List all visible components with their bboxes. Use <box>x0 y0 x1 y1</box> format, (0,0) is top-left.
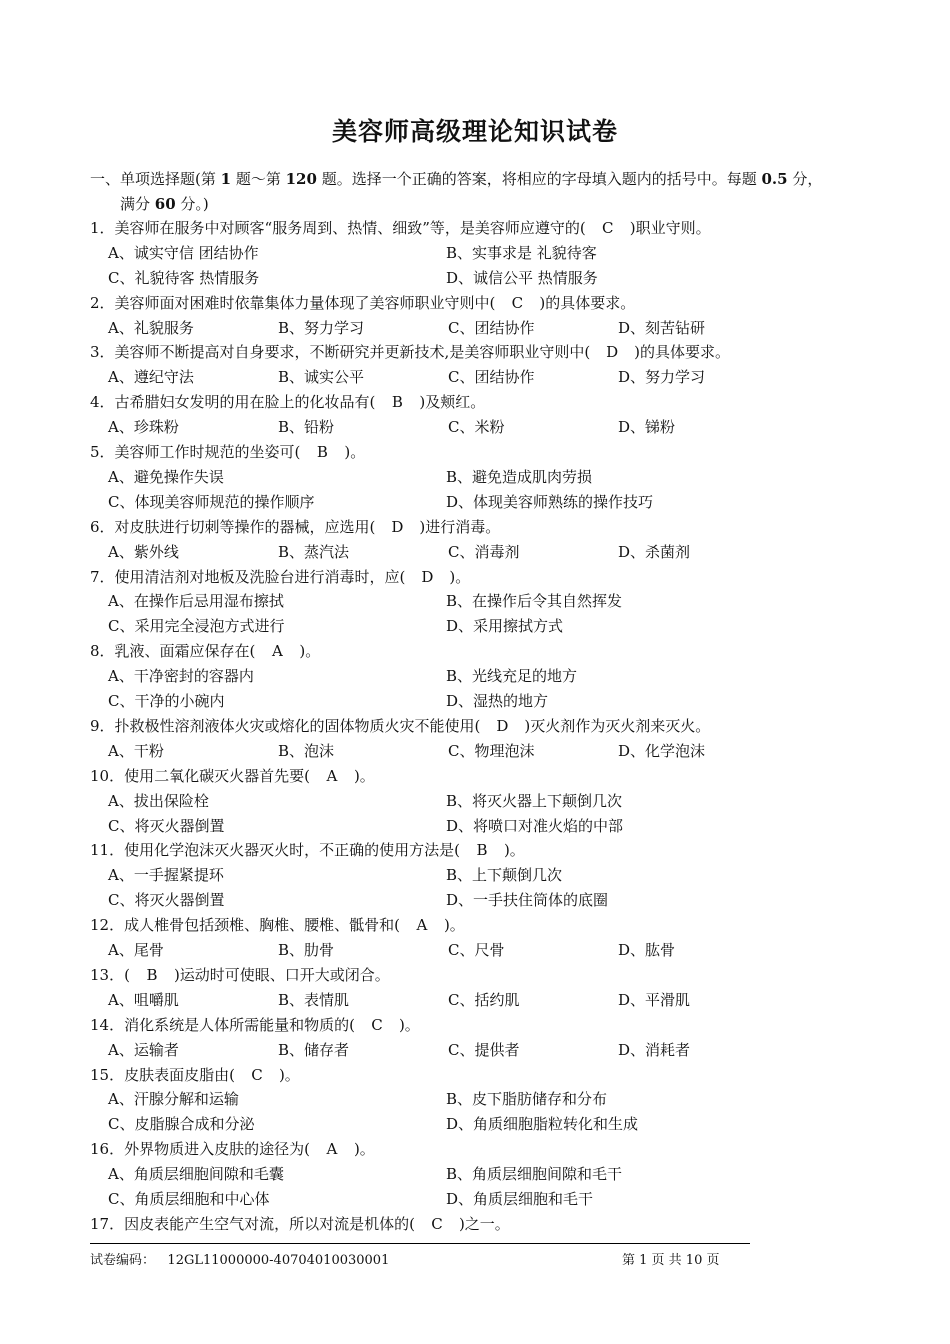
question-stem: 16．外界物质进入皮肤的途径为( A )。 <box>90 1137 870 1162</box>
question-stem: 11．使用化学泡沫灭火器灭火时，不正确的使用方法是( B )。 <box>90 838 870 863</box>
option-row <box>90 739 870 764</box>
option-row <box>90 789 870 814</box>
option-text: A、汗腺分解和运输 <box>108 1090 239 1109</box>
option-text: D、一手扶住筒体的底圈 <box>446 891 609 910</box>
option-row <box>90 1087 870 1112</box>
option-text: B、光线充足的地方 <box>446 667 578 686</box>
question-stem: 10．使用二氧化碳灭火器首先要( A )。 <box>90 764 870 789</box>
page-number: 第 1 页 共 10 页 <box>622 1253 720 1268</box>
option-text: D、将喷口对准火焰的中部 <box>446 816 624 835</box>
option-row <box>90 540 870 565</box>
option-text: D、化学泡沫 <box>618 741 706 760</box>
option-text: A、一手握紧提环 <box>108 866 224 885</box>
option-text: D、刻苦钻研 <box>618 318 706 337</box>
option-row <box>90 589 870 614</box>
option-text: C、干净的小碗内 <box>108 692 225 711</box>
option-text: B、泡沫 <box>278 741 335 760</box>
option-row <box>90 241 870 266</box>
option-text: D、诚信公平 热情服务 <box>446 268 598 287</box>
question-stem: 7．使用清洁剂对地板及洗脸台进行消毒时，应( D )。 <box>90 565 870 590</box>
option-row <box>90 938 870 963</box>
option-text: B、铅粉 <box>278 418 335 437</box>
option-row <box>90 365 870 390</box>
option-text: A、干粉 <box>108 741 164 760</box>
instructions-line-2: 满分 60 分。) <box>120 195 209 213</box>
option-text: B、皮下脂肪储存和分布 <box>446 1090 608 1109</box>
option-text: B、表情肌 <box>278 990 350 1009</box>
question-list <box>90 216 870 1237</box>
answer-blank: B <box>391 393 403 412</box>
option-row <box>90 465 870 490</box>
question-stem: 4．古希腊妇女发明的用在脸上的化妆品有( B )及颊红。 <box>90 390 870 415</box>
option-row <box>90 888 870 913</box>
option-row <box>90 1162 870 1187</box>
option-text: A、尾骨 <box>108 941 164 960</box>
option-row <box>90 988 870 1013</box>
option-text: B、诚实公平 <box>278 368 365 387</box>
option-text: A、珍珠粉 <box>108 418 179 437</box>
option-text: B、蒸汽法 <box>278 542 350 561</box>
option-row <box>90 266 870 291</box>
question-stem: 3．美容师不断提高对自身要求，不断研究并更新技术,是美容师职业守则中( D )的具体要求。 <box>90 340 870 365</box>
option-row <box>90 415 870 440</box>
option-text: B、将灭火器上下颠倒几次 <box>446 791 623 810</box>
option-text: B、角质层细胞间隙和毛干 <box>446 1165 623 1184</box>
option-row <box>90 1038 870 1063</box>
option-row <box>90 316 870 341</box>
question-stem: 12．成人椎骨包括颈椎、胸椎、腰椎、骶骨和( A )。 <box>90 913 870 938</box>
option-text: A、诚实守信 团结协作 <box>108 243 259 262</box>
answer-blank: C <box>251 1065 263 1084</box>
option-text: D、湿热的地方 <box>446 692 549 711</box>
instructions-line-1: 一、单项选择题(第 1 题～第 120 题。选择一个正确的答案，将相应的字母填入题内的括号中。每题 0.5 分， <box>90 170 823 188</box>
option-text: D、杀菌剂 <box>618 542 691 561</box>
option-text: C、礼貌待客 热情服务 <box>108 268 260 287</box>
option-row <box>90 614 870 639</box>
option-text: A、拔出保险栓 <box>108 791 209 810</box>
option-row <box>90 814 870 839</box>
option-text: A、紫外线 <box>108 542 179 561</box>
answer-blank: D <box>496 716 509 735</box>
option-text: D、肱骨 <box>618 941 676 960</box>
option-text: A、角质层细胞间隙和毛囊 <box>108 1165 284 1184</box>
question-stem: 17．因皮表能产生空气对流，所以对流是机体的( C )之一。 <box>90 1212 870 1237</box>
option-text: C、米粉 <box>448 418 505 437</box>
option-text: C、将灭火器倒置 <box>108 891 225 910</box>
option-text: B、上下颠倒几次 <box>446 866 563 885</box>
option-text: C、将灭火器倒置 <box>108 816 225 835</box>
option-text: D、体现美容师熟练的操作技巧 <box>446 492 654 511</box>
answer-blank: C <box>371 1015 383 1034</box>
answer-blank: A <box>271 642 283 661</box>
option-text: A、运输者 <box>108 1040 179 1059</box>
exam-code: 试卷编码： 12GL11000000-40704010030001 <box>90 1253 390 1268</box>
question-stem: 9．扑救极性溶剂液体火灾或熔化的固体物质火灾不能使用( D )灭火剂作为灭火剂来灭火。 <box>90 714 870 739</box>
option-text: D、消耗者 <box>618 1040 691 1059</box>
option-row <box>90 863 870 888</box>
option-text: A、咀嚼肌 <box>108 990 179 1009</box>
option-text: B、努力学习 <box>278 318 365 337</box>
option-text: C、尺骨 <box>448 941 505 960</box>
question-stem: 5．美容师工作时规范的坐姿可( B )。 <box>90 440 870 465</box>
answer-blank: D <box>421 567 434 586</box>
answer-blank: B <box>316 443 328 462</box>
answer-blank: C <box>602 219 614 237</box>
option-text: B、储存者 <box>278 1040 350 1059</box>
option-row <box>90 1187 870 1212</box>
answer-blank: A <box>416 916 428 935</box>
option-text: B、避免造成肌肉劳损 <box>446 467 593 486</box>
answer-blank: A <box>326 766 338 785</box>
option-row <box>90 490 870 515</box>
option-text: C、消毒剂 <box>448 542 520 561</box>
option-row <box>90 1112 870 1137</box>
option-text: D、角质层细胞和毛干 <box>446 1189 594 1208</box>
option-text: C、体现美容师规范的操作顺序 <box>108 492 315 511</box>
answer-blank: C <box>511 293 524 312</box>
question-stem: 6．对皮肤进行切刺等操作的器械，应选用( D )进行消毒。 <box>90 515 870 540</box>
option-text: A、遵纪守法 <box>108 368 194 387</box>
option-text: C、括约肌 <box>448 990 520 1009</box>
option-text: D、平滑肌 <box>618 990 691 1009</box>
question-stem: 15．皮肤表面皮脂由( C )。 <box>90 1063 870 1088</box>
question-stem: 14．消化系统是人体所需能量和物质的( C )。 <box>90 1013 870 1038</box>
option-text: B、实事求是 礼貌待客 <box>446 243 597 262</box>
option-text: B、肋骨 <box>278 941 335 960</box>
option-row <box>90 689 870 714</box>
page-title: 美容师高级理论知识试卷 <box>331 117 618 146</box>
option-text: C、物理泡沫 <box>448 741 535 760</box>
option-row <box>90 664 870 689</box>
option-text: C、提供者 <box>448 1040 520 1059</box>
section-instructions <box>90 167 870 217</box>
option-text: C、团结协作 <box>448 368 535 387</box>
footer-divider <box>90 1243 750 1244</box>
option-text: C、团结协作 <box>448 318 535 337</box>
answer-blank: B <box>476 841 488 860</box>
option-text: D、努力学习 <box>618 368 706 387</box>
answer-blank: C <box>431 1214 443 1233</box>
option-text: C、角质层细胞和中心体 <box>108 1189 270 1208</box>
question-stem: 1．美容师在服务中对顾客“服务周到、热情、细致”等，是美容师应遵守的( C )职业守则。 <box>90 216 870 241</box>
option-text: A、在操作后忌用湿布擦拭 <box>108 592 284 611</box>
question-stem: 2．美容师面对困难时依靠集体力量体现了美容师职业守则中( C )的具体要求。 <box>90 291 870 316</box>
answer-blank: B <box>146 965 158 984</box>
option-text: D、锑粉 <box>618 418 676 437</box>
question-stem: 8．乳液、面霜应保存在( A )。 <box>90 639 870 664</box>
option-text: D、角质细胞脂粒转化和生成 <box>446 1115 639 1134</box>
option-text: C、采用完全浸泡方式进行 <box>108 617 285 636</box>
option-text: A、干净密封的容器内 <box>108 667 254 686</box>
option-text: D、采用擦拭方式 <box>446 617 564 636</box>
option-text: B、在操作后令其自然挥发 <box>446 592 623 611</box>
answer-blank: A <box>326 1140 338 1159</box>
option-text: A、避免操作失误 <box>108 467 224 486</box>
option-text: C、皮脂腺合成和分泌 <box>108 1115 255 1134</box>
question-stem: 13．( B )运动时可使眼、口开大或闭合。 <box>90 963 870 988</box>
answer-blank: D <box>606 343 619 362</box>
option-text: A、礼貌服务 <box>108 318 194 337</box>
answer-blank: D <box>391 517 404 536</box>
